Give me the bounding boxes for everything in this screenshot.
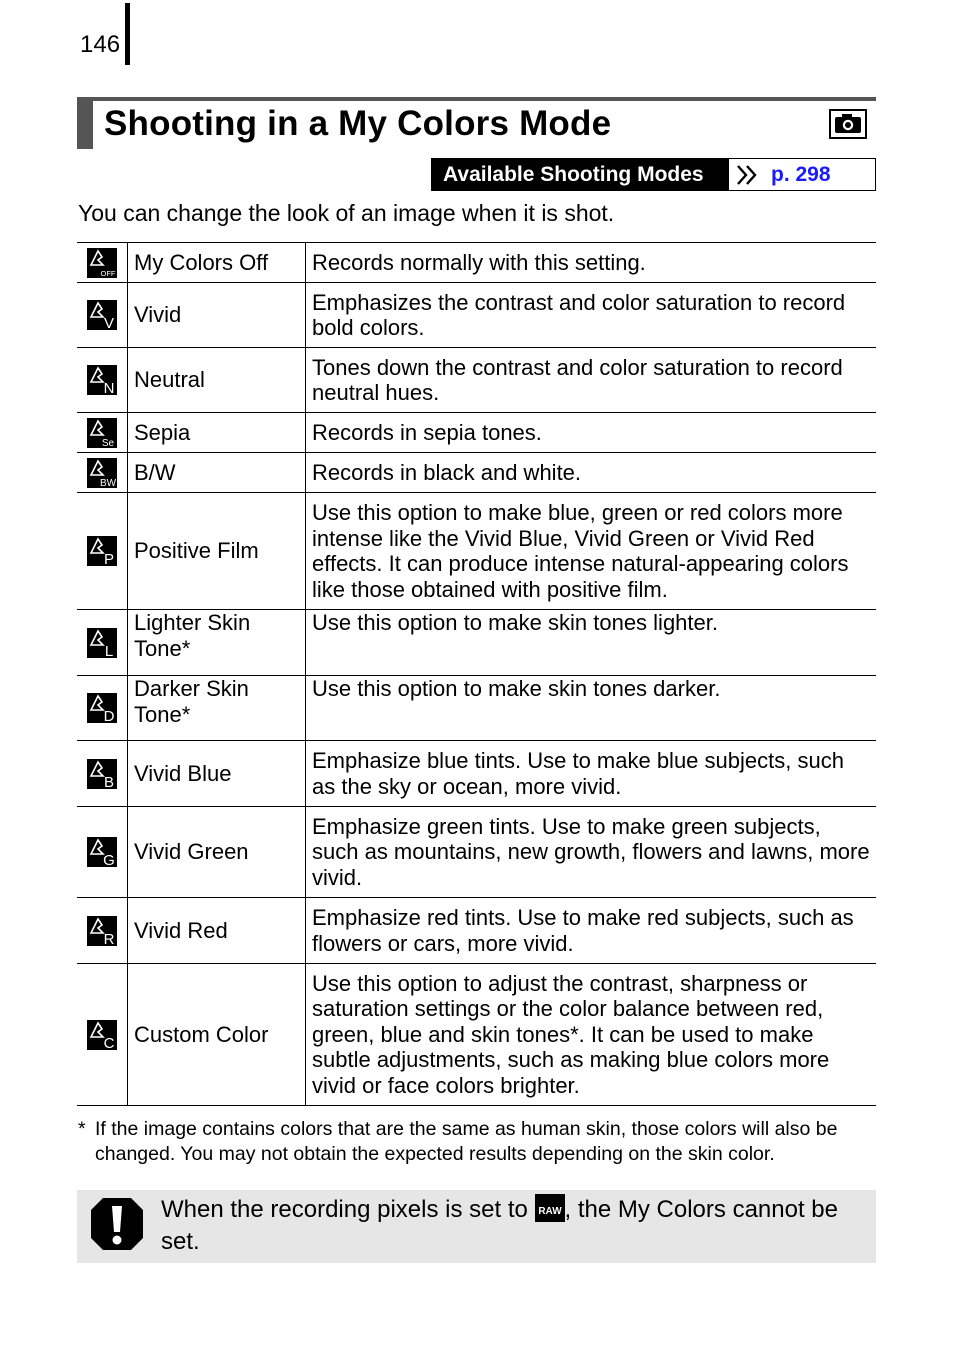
table-row — [77, 610, 876, 676]
table-row — [77, 741, 876, 807]
vivid-red-icon — [77, 898, 128, 964]
svg-text:RAW: RAW — [537, 1206, 562, 1217]
double-chevron-right-icon — [735, 163, 761, 187]
page-number-rule — [125, 3, 130, 65]
mode-name: My Colors Off — [128, 243, 306, 283]
section-title-bar — [77, 97, 876, 149]
mode-description: Records in black and white. — [306, 453, 877, 493]
table-row — [77, 676, 876, 741]
footnote-text: If the image contains colors that are the same as human skin, those colors will also be changed. You may not obtain the expected results depending on the skin color. — [95, 1118, 838, 1165]
caution-text-after: , the My Colors cannot be set. — [161, 1196, 838, 1255]
mode-name: Custom Color — [128, 964, 306, 1106]
caution-note — [77, 1190, 876, 1263]
table-row — [77, 807, 876, 898]
mode-name: Neutral — [128, 348, 306, 413]
svg-text:BW: BW — [99, 477, 117, 488]
caution-icon — [89, 1196, 145, 1252]
table-row — [77, 964, 876, 1106]
footnote-marker: * — [78, 1118, 86, 1140]
svg-text:B: B — [103, 773, 115, 789]
vivid-green-icon — [77, 807, 128, 898]
svg-text:C: C — [103, 1034, 115, 1050]
vivid-blue-icon — [77, 741, 128, 807]
svg-text:N: N — [103, 380, 115, 395]
mode-description: Emphasizes the contrast and color saturation to record bold colors. — [306, 283, 877, 348]
page-number: 146 — [80, 31, 121, 58]
title-top-rule — [77, 97, 876, 101]
table-row — [77, 453, 876, 493]
table-row — [77, 493, 876, 610]
table-row — [77, 413, 876, 453]
custom-color-icon — [77, 964, 128, 1106]
lighter-skin-tone-icon — [77, 610, 128, 676]
my-colors-table — [77, 242, 876, 1106]
raw-icon — [535, 1194, 565, 1222]
mode-name: B/W — [128, 453, 306, 493]
table-row — [77, 243, 876, 283]
intro-text: You can change the look of an image when it is shot. — [78, 200, 615, 226]
mode-name: Vivid Green — [128, 807, 306, 898]
mode-name: Vivid Red — [128, 898, 306, 964]
black-white-icon — [77, 453, 128, 493]
my-colors-off-icon — [77, 243, 128, 283]
vivid-icon — [77, 283, 128, 348]
mode-description: Tones down the contrast and color saturation to record neutral hues. — [306, 348, 877, 413]
mode-description: Records in sepia tones. — [306, 413, 877, 453]
mode-name: Darker Skin Tone* — [128, 676, 306, 741]
camera-icon — [829, 109, 867, 139]
table-row — [77, 283, 876, 348]
positive-film-icon — [77, 493, 128, 610]
page-reference-link[interactable]: p. 298 — [771, 163, 831, 186]
footnote — [78, 1117, 868, 1167]
page-title: Shooting in a My Colors Mode — [104, 104, 612, 143]
caution-text-before: When the recording pixels is set to — [161, 1196, 535, 1223]
mode-description: Use this option to make skin tones darker. — [306, 676, 877, 741]
available-modes-label: Available Shooting Modes — [432, 159, 729, 190]
caution-text — [161, 1194, 861, 1258]
svg-text:P: P — [103, 551, 115, 566]
mode-name: Vivid Blue — [128, 741, 306, 807]
svg-text:G: G — [103, 852, 115, 867]
svg-text:OFF: OFF — [100, 268, 116, 278]
sepia-icon — [77, 413, 128, 453]
svg-text:V: V — [103, 315, 115, 330]
mode-description: Emphasize blue tints. Use to make blue subjects, such as the sky or ocean, more vivid. — [306, 741, 877, 807]
mode-name: Positive Film — [128, 493, 306, 610]
mode-description: Use this option to adjust the contrast, sharpness or saturation settings or the color balance between red, green, blue and skin tones*. It can be used to make subtle adjustments, such as making blue colors more vivid or face colors brighter. — [306, 964, 877, 1106]
available-shooting-modes — [431, 158, 876, 191]
mode-description: Use this option to make skin tones lighter. — [306, 610, 877, 676]
mode-name: Lighter Skin Tone* — [128, 610, 306, 676]
mode-name: Vivid — [128, 283, 306, 348]
mode-description: Emphasize red tints. Use to make red subjects, such as flowers or cars, more vivid. — [306, 898, 877, 964]
neutral-icon — [77, 348, 128, 413]
svg-text:D: D — [103, 708, 115, 723]
mode-name: Sepia — [128, 413, 306, 453]
mode-description: Emphasize green tints. Use to make green subjects, such as mountains, new growth, flowers and lawns, more vivid. — [306, 807, 877, 898]
mode-description: Records normally with this setting. — [306, 243, 877, 283]
darker-skin-tone-icon — [77, 676, 128, 741]
svg-text:Se: Se — [101, 437, 115, 448]
mode-description: Use this option to make blue, green or red colors more intense like the Vivid Blue, Vivid Green or Vivid Red effects. It can produce intense natural-appearing colors like those obtained with positive film. — [306, 493, 877, 610]
svg-text:L: L — [104, 642, 114, 658]
title-marker — [77, 101, 93, 149]
svg-text:R: R — [103, 930, 115, 946]
table-row — [77, 348, 876, 413]
table-row — [77, 898, 876, 964]
